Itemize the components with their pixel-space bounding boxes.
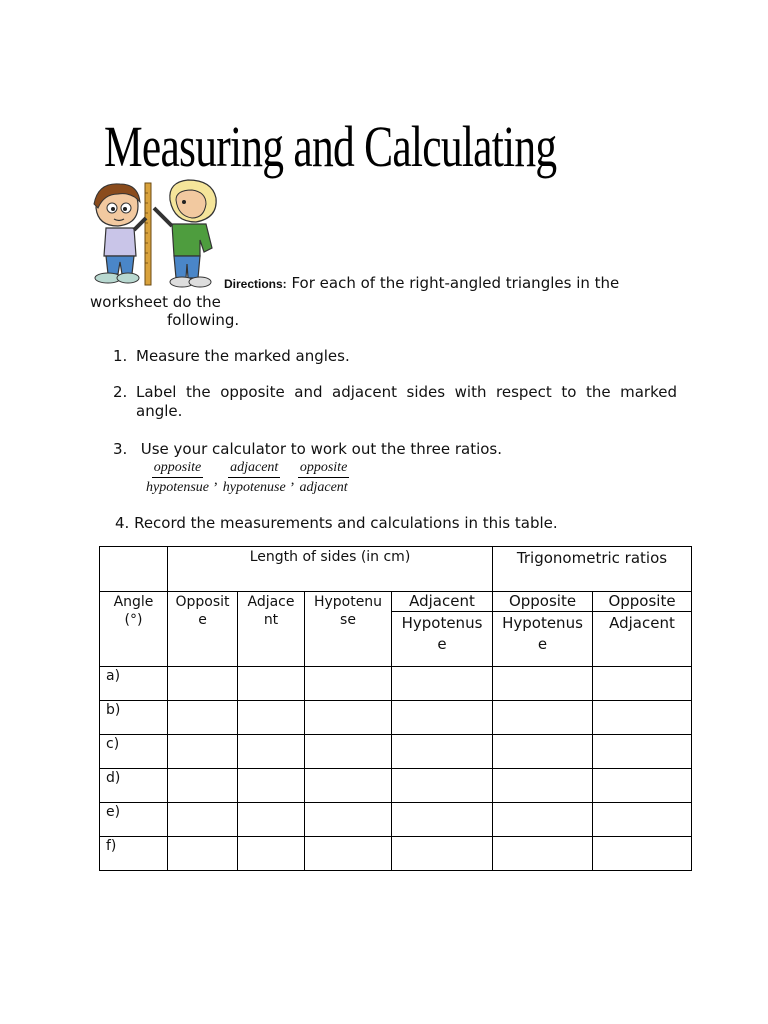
comma: , <box>290 472 295 488</box>
table-row <box>100 769 692 803</box>
input-cell[interactable] <box>238 803 305 837</box>
step-text: Measure the marked angles. <box>136 347 350 365</box>
angle-header: Angle (°) <box>100 592 168 667</box>
step-number: 1. <box>113 347 128 365</box>
table-row <box>100 701 692 735</box>
input-cell[interactable] <box>238 769 305 803</box>
ratio-opp-hyp-header: Opposite Hypotenus e <box>493 592 593 667</box>
ratio-adj-hyp-header: Adjacent Hypotenus e <box>392 592 493 667</box>
table-row <box>100 735 692 769</box>
input-cell[interactable] <box>493 735 593 769</box>
ratio-fraction: $\frac{\text{opposite}}{\text{hypotensue}}$ <box>146 460 209 495</box>
input-cell[interactable] <box>238 701 305 735</box>
input-cell[interactable] <box>238 735 305 769</box>
hypotenuse-header: Hypotenu se <box>305 592 392 667</box>
step-number: 2. <box>113 383 128 401</box>
ratio-fraction: $\frac{\text{adjacent}}{\text{hypotenuse}}$ <box>222 460 286 495</box>
input-cell[interactable] <box>593 769 692 803</box>
input-cell[interactable] <box>392 837 493 871</box>
input-cell[interactable] <box>238 837 305 871</box>
row-label: a) <box>100 667 168 701</box>
input-cell[interactable] <box>238 667 305 701</box>
directions-label: Directions: <box>224 277 287 291</box>
step-text: Use your calculator to work out the three ratios. <box>136 440 502 458</box>
step-number: 3. <box>113 440 128 458</box>
step-4: 4. Record the measurements and calculations in this table. <box>115 514 558 532</box>
worksheet-title: Measuring and Calculating <box>104 114 557 179</box>
input-cell[interactable] <box>168 735 238 769</box>
measurements-table <box>99 546 692 871</box>
input-cell[interactable] <box>493 803 593 837</box>
input-cell[interactable] <box>493 769 593 803</box>
comma: , <box>213 472 218 488</box>
input-cell[interactable] <box>593 803 692 837</box>
step-text-cont: angle. <box>136 402 183 420</box>
table-corner-cell <box>100 547 168 592</box>
input-cell[interactable] <box>392 701 493 735</box>
input-cell[interactable] <box>392 667 493 701</box>
input-cell[interactable] <box>493 701 593 735</box>
input-cell[interactable] <box>305 769 392 803</box>
input-cell[interactable] <box>168 769 238 803</box>
ratio-opp-adj-header: Opposite Adjacent <box>593 592 692 667</box>
step-text: Label the opposite and adjacent sides with respect to the marked <box>136 383 677 401</box>
input-cell[interactable] <box>593 735 692 769</box>
input-cell[interactable] <box>168 803 238 837</box>
input-cell[interactable] <box>392 803 493 837</box>
directions-text: For each of the right-angled triangles in the <box>286 274 620 292</box>
directions-text-end: following. <box>167 311 240 329</box>
input-cell[interactable] <box>168 837 238 871</box>
row-label: e) <box>100 803 168 837</box>
row-label: f) <box>100 837 168 871</box>
input-cell[interactable] <box>305 837 392 871</box>
input-cell[interactable] <box>305 667 392 701</box>
input-cell[interactable] <box>493 667 593 701</box>
directions-text-cont: worksheet do the <box>90 293 221 311</box>
input-cell[interactable] <box>305 803 392 837</box>
input-cell[interactable] <box>168 701 238 735</box>
input-cell[interactable] <box>593 837 692 871</box>
row-label: c) <box>100 735 168 769</box>
adjacent-header: Adjace nt <box>238 592 305 667</box>
row-label: b) <box>100 701 168 735</box>
directions-line <box>224 274 619 292</box>
input-cell[interactable] <box>305 701 392 735</box>
group-trig-header: Trigonometric ratios <box>493 547 692 592</box>
ratio-formulas <box>142 459 352 496</box>
table-row <box>100 837 692 871</box>
table-row <box>100 803 692 837</box>
input-cell[interactable] <box>392 769 493 803</box>
row-label: d) <box>100 769 168 803</box>
table-row <box>100 667 692 701</box>
step-1 <box>113 347 350 366</box>
opposite-header: Opposit e <box>168 592 238 667</box>
step-2 <box>113 383 677 420</box>
input-cell[interactable] <box>593 667 692 701</box>
input-cell[interactable] <box>593 701 692 735</box>
input-cell[interactable] <box>493 837 593 871</box>
input-cell[interactable] <box>305 735 392 769</box>
input-cell[interactable] <box>168 667 238 701</box>
group-lengths-header: Length of sides (in cm) <box>168 547 493 592</box>
input-cell[interactable] <box>392 735 493 769</box>
cartoon-boys-measuring-icon <box>88 178 228 290</box>
ratio-fraction: $\frac{\text{opposite}}{\text{adjacent}}$ <box>299 460 348 495</box>
step-3 <box>113 440 502 459</box>
